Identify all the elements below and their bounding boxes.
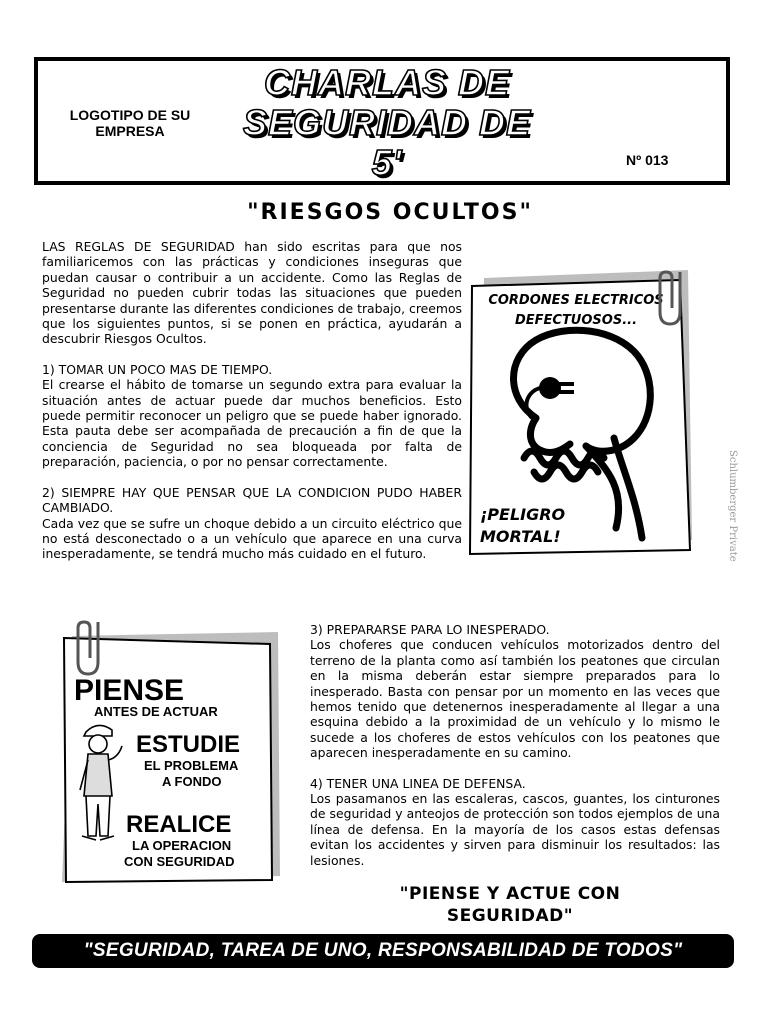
- poster-sub-fondo: A FONDO: [162, 774, 222, 789]
- closing-line-1: "PIENSE Y ACTUE CON: [399, 884, 621, 904]
- point-4-heading: 4) TENER UNA LINEA DE DEFENSA.: [310, 775, 526, 791]
- poster-word-realice: REALICE: [126, 811, 232, 838]
- point-2-text: Cada vez que se sufre un choque debido a un circuito eléctrico que no está desconectado o a un vehículo que aparece en una curva inesperadamente, se tendrá mucho más cuidado en el futuro.: [42, 515, 462, 562]
- point-1-heading: 1) TOMAR UN POCO MAS DE TIEMPO.: [42, 361, 273, 377]
- point-3: [310, 622, 720, 761]
- point-3-heading: 3) PREPARARSE PARA LO INESPERADO.: [310, 622, 550, 637]
- title-line-2: SEGURIDAD DE: [242, 102, 532, 143]
- point-4-text: Los pasamanos en las escaleras, cascos, guantes, los cinturones de seguridad y anteojos de protección son todos ejemplos de una línea de defensa. En la mayoría de los casos estas defensas evitan los accidentes y sirven para disminuir los resultados: las lesiones.: [310, 791, 720, 868]
- poster-sub-antes: ANTES DE ACTUAR: [94, 704, 218, 719]
- title-line-3: 5': [371, 142, 403, 183]
- title-line-1: CHARLAS DE: [263, 62, 510, 103]
- footer-banner: [32, 934, 734, 968]
- point-2-heading: 2) SIEMPRE HAY QUE PENSAR QUE LA CONDICION PUDO HABER CAMBIADO.: [42, 484, 462, 516]
- poster-word-estudie: ESTUDIE: [136, 731, 241, 758]
- closing-line-2: SEGURIDAD": [446, 906, 574, 926]
- point-2: [42, 485, 462, 562]
- skull-poster-danger-1: ¡PELIGRO: [480, 505, 566, 524]
- poster-sub-seguridad: CON SEGURIDAD: [124, 854, 235, 869]
- footer-text: "SEGURIDAD, TAREA DE UNO, RESPONSABILIDAD DE TODOS": [83, 940, 683, 961]
- left-column: [42, 239, 462, 577]
- point-1: [42, 362, 462, 470]
- closing-slogan: [370, 883, 650, 927]
- main-title: [214, 63, 560, 183]
- skull-poster: [466, 268, 696, 558]
- skull-poster-title-1: CORDONES ELECTRICOS: [488, 293, 664, 308]
- logo-placeholder: LOGOTIPO DE SU EMPRESA: [69, 107, 191, 139]
- think-poster: [52, 620, 284, 888]
- point-3-text: Los choferes que conducen vehículos motorizados dentro del terreno de la planta como así también los peatones que circulan en la misma deberán estar siempre preparados para lo inesperado. Basta con pensar por un momento en las veces que hemos tenido que detenernos inesperadamente al llegar a una esquina debido a la proximidad de un vehículo y lo mismo le sucede a los choferes de estos vehículos con los peatones que aparecen inesperadamente en su camino.: [310, 637, 720, 761]
- skull-poster-danger-2: MORTAL!: [480, 527, 561, 546]
- watermark-text: Schlumberger Private: [727, 450, 738, 562]
- intro-paragraph: LAS REGLAS DE SEGURIDAD han sido escritas para que nos familiaricemos con las prácticas y condiciones inseguras que puedan causar o contribuir a un accidente. Como las Reglas de Seguridad no pueden cubrir todas las situaciones que pueden presentarse durante las diferentes condiciones de trabajo, creemos que los siguientes puntos, si se ponen en práctica, ayudarán a descubrir Riesgos Ocultos.: [42, 239, 462, 347]
- poster-word-piense: PIENSE: [74, 674, 185, 707]
- poster-sub-problema: EL PROBLEMA: [144, 758, 239, 773]
- point-1-text: El crearse el hábito de tomarse un segundo extra para evaluar la situación antes de actuar puede dar muchos beneficios. Esto puede permitir reconocer un peligro que se puede haber ignorado. Esta pauta debe ser acompañada de precaución a fin de que la conciencia de Seguridad no sea bloqueada por falta de preparación, paciencia, o por no pensar correctamente.: [42, 377, 462, 470]
- right-column: [310, 622, 720, 883]
- point-4: [310, 776, 720, 868]
- poster-sub-operacion: LA OPERACION: [132, 838, 232, 853]
- issue-number: Nº 013: [626, 152, 669, 168]
- page-subtitle: "RIESGOS OCULTOS": [247, 200, 533, 225]
- skull-poster-title-2: DEFECTUOSOS...: [514, 313, 638, 328]
- header-box: [34, 57, 730, 185]
